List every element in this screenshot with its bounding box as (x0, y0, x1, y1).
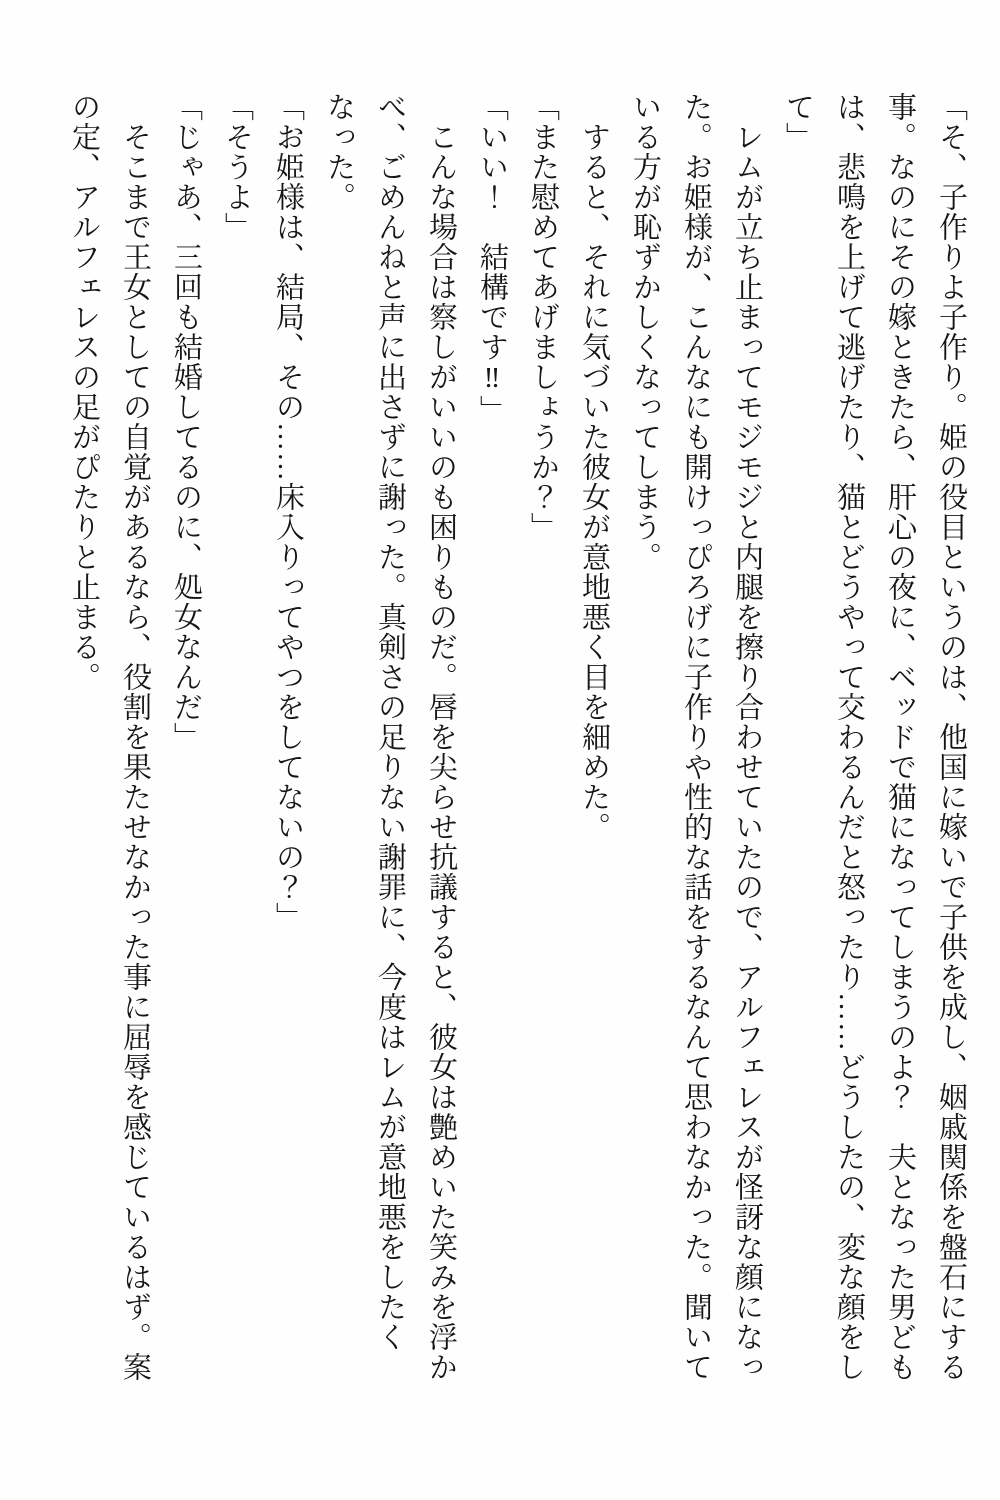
paragraph-dialogue-6: 「じゃあ、三回も結婚してるのに、処女なんだ」 (170, 92, 202, 752)
paragraph-narration-1: レムが立ち止まってモジモジと内腿を擦り合わせていたので、アルフェレスが怪訝な顔になった。お姫様が、こんなにも開けっぴろげに子作りや性的な話をするなんて思わなかった。聞いている方が恥ずかしくなってしまう。 (629, 92, 763, 1382)
paragraph-dialogue-4: 「お姫様は、結局、その……床入りってやつをしてないの？」 (272, 92, 304, 932)
paragraph-dialogue-2: 「また慰めてあげましょうか？」 (527, 92, 559, 542)
vertical-text-block (40, 92, 976, 1388)
paragraph-narration-4: そこまで王女としての自覚があるなら、役割を果たせなかった事に屈辱を感じているはず。案の定、アルフェレスの足がぴたりと止まる。 (68, 92, 151, 1382)
paragraph-narration-3: こんな場合は察しがいいのも困りものだ。唇を尖らせ抗議すると、彼女は艶めいた笑みを浮かべ、ごめんねと声に出さずに謝った。真剣さの足りない謝罪に、今度はレムが意地悪をしたくなった。 (323, 92, 457, 1382)
paragraph-dialogue-1: 「そ、子作りよ子作り。姫の役目というのは、他国に嫁いで子供を成し、姻戚関係を盤石にする事。なのにその嫁ときたら、肝心の夜に、ベッドで猫になってしまうのよ？ 夫となった男どもは、悲鳴を上げて逃げたり、猫とどうやって交わるんだと怒ったり……どうしたの、変な顔をして」 (782, 92, 967, 1382)
paragraph-narration-2: すると、それに気づいた彼女が意地悪く目を細めた。 (578, 92, 610, 842)
paragraph-dialogue-5: 「そうよ」 (221, 92, 253, 242)
paragraph-dialogue-3: 「いい！ 結構です‼」 (476, 92, 508, 425)
